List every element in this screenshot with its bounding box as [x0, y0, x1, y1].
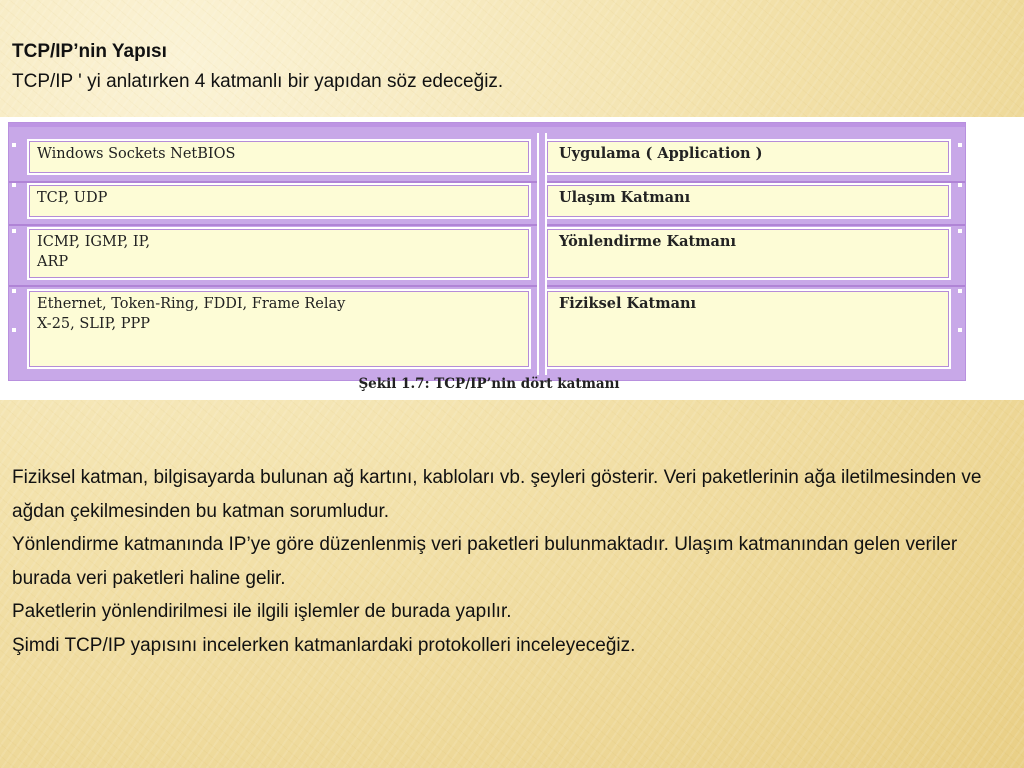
figure-caption: Şekil 1.7: TCP/IP’nin dört katmanı: [358, 376, 620, 392]
frame-tick: [12, 143, 16, 147]
body-text: [12, 461, 1017, 663]
frame-tick: [958, 328, 962, 332]
body-paragraph: Yönlendirme katmanında IP’ye göre düzenlenmiş veri paketleri bulunmaktadır. Ulaşım katmanından gelen veriler burada veri paketleri haline gelir.: [12, 534, 958, 589]
row-separator: [9, 285, 965, 287]
frame-tick: [958, 289, 962, 293]
frame-tick: [12, 328, 16, 332]
body-paragraph: Fiziksel katman, bilgisayarda bulunan ağ kartını, kabloları vb. şeyleri gösterir. Veri paketlerinin ağa iletilmesinden ve ağdan çekilmesinden bu katman sorumludur.: [12, 467, 982, 522]
layer-cell-internet: Yönlendirme Katmanı: [545, 227, 951, 280]
protocols-cell-transport: TCP, UDP: [27, 183, 531, 219]
slide-subtitle: TCP/IP ' yi anlatırken 4 katmanlı bir yapıdan söz edeceğiz.: [12, 71, 504, 92]
frame-tick: [958, 143, 962, 147]
tcpip-layers-figure: [0, 117, 1024, 400]
frame-tick: [958, 183, 962, 187]
row-separator: [9, 224, 965, 226]
slide-heading: [12, 38, 1012, 98]
frame-tick: [958, 229, 962, 233]
protocols-cell-internet: ICMP, IGMP, IP, ARP: [27, 227, 531, 280]
slide-title: TCP/IP’nin Yapısı: [12, 41, 167, 62]
layers-diagram: [8, 122, 966, 381]
frame-tick: [12, 289, 16, 293]
frame-tick: [12, 229, 16, 233]
layer-cell-physical: Fiziksel Katmanı: [545, 289, 951, 369]
frame-tick: [12, 183, 16, 187]
body-paragraph: Şimdi TCP/IP yapısını incelerken katmanlardaki protokolleri inceleyeceğiz.: [12, 634, 636, 656]
protocols-cell-physical: Ethernet, Token-Ring, FDDI, Frame Relay X-25, SLIP, PPP: [27, 289, 531, 369]
layer-cell-transport: Ulaşım Katmanı: [545, 183, 951, 219]
protocols-cell-application: Windows Sockets NetBIOS: [27, 139, 531, 175]
body-paragraph: Paketlerin yönlendirilmesi ile ilgili işlemler de burada yapılır.: [12, 601, 512, 623]
layer-cell-application: Uygulama ( Application ): [545, 139, 951, 175]
